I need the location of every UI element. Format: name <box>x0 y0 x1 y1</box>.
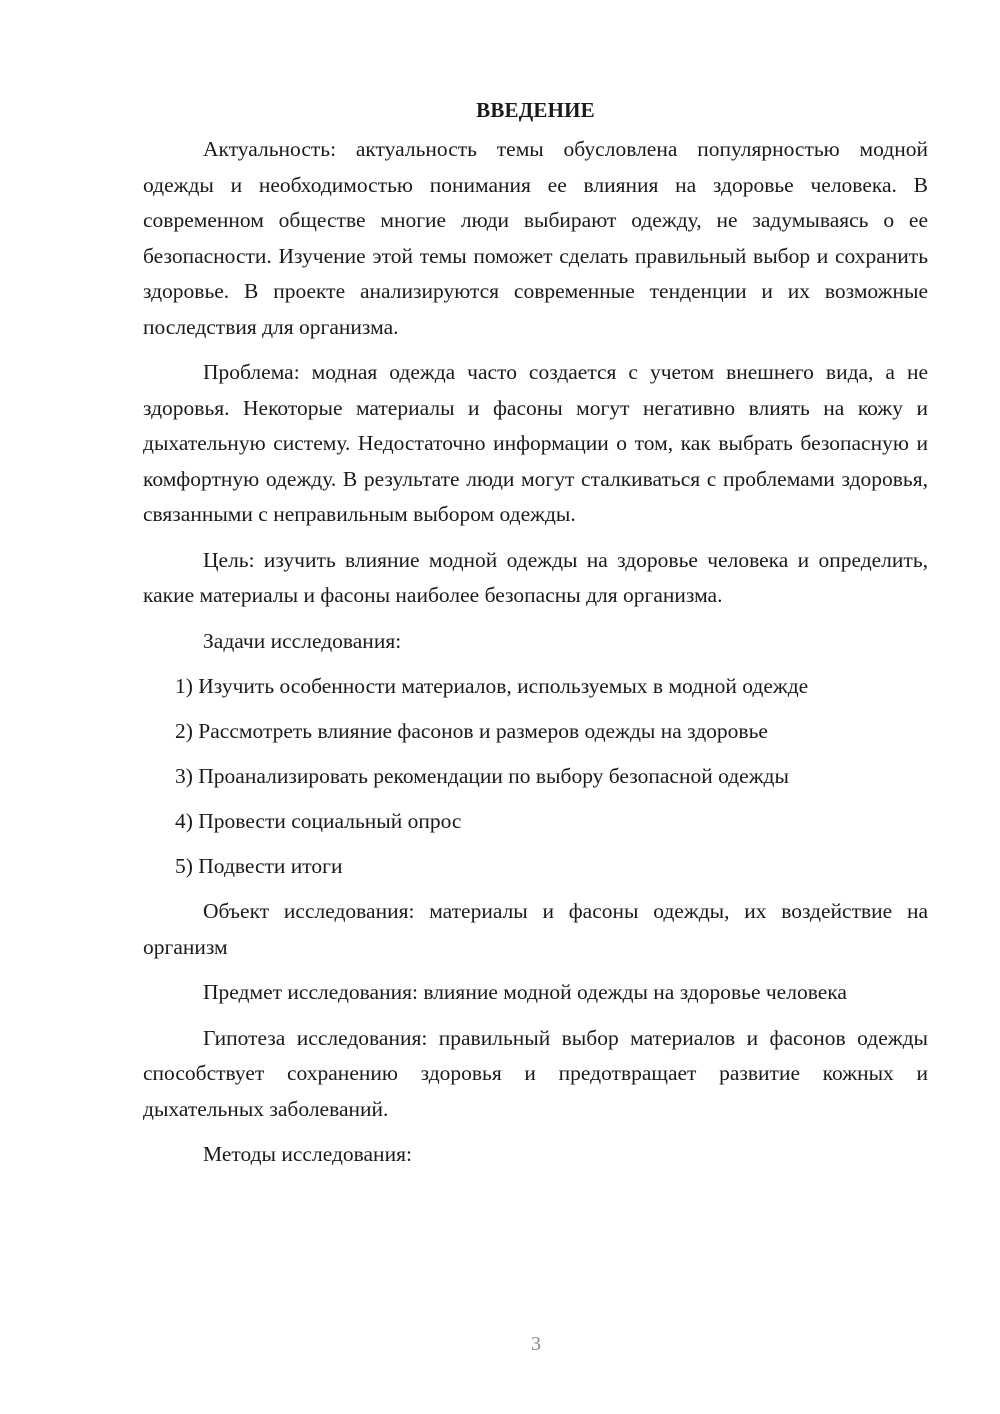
object-paragraph: Объект исследования: материалы и фасоны одежды, их воздействие на организм <box>143 899 928 959</box>
page-title: ВВЕДЕНИЕ <box>476 98 595 122</box>
page-content <box>143 96 928 1183</box>
methods-heading: Методы исследования: <box>203 1142 412 1166</box>
problem-paragraph: Проблема: модная одежда часто создается с учетом внешнего вида, а не здоровья. Некоторые материалы и фасоны могут негативно влиять на кожу и дыхательную систему. Недостаточно информации о том, как выбрать безопасную и комфортную одежду. В результате люди могут сталкиваться с проблемами здоровья, связанными с неправильным выбором одежды. <box>143 360 928 526</box>
task-item: 4) Провести социальный опрос <box>175 809 462 833</box>
task-item: 2) Рассмотреть влияние фасонов и размеров одежды на здоровье <box>175 719 768 743</box>
hypothesis-paragraph: Гипотеза исследования: правильный выбор материалов и фасонов одежды способствует сохранению здоровья и предотвращает развитие кожных и дыхательных заболеваний. <box>143 1025 928 1121</box>
task-item: 1) Изучить особенности материалов, используемых в модной одежде <box>175 674 809 698</box>
task-item: 5) Подвести итоги <box>175 854 343 878</box>
page-number: 3 <box>531 1333 541 1355</box>
task-item: 3) Проанализировать рекомендации по выбору безопасной одежды <box>175 764 789 788</box>
subject-paragraph: Предмет исследования: влияние модной одежды на здоровье человека <box>203 980 847 1004</box>
tasks-list <box>143 669 928 885</box>
goal-paragraph: Цель: изучить влияние модной одежды на здоровье человека и определить, какие материалы и фасоны наиболее безопасны для организма. <box>143 547 928 607</box>
tasks-heading: Задачи исследования: <box>203 628 402 653</box>
relevance-paragraph: Актуальность: актуальность темы обусловлена популярностью модной одежды и необходимостью понимания ее влияния на здоровье человека. В современном обществе многие люди выбирают одежду, не задумываясь о ее безопасности. Изучение этой темы поможет сделать правильный выбор и сохранить здоровье. В проекте анализируются современные тенденции и их возможные последствия для организма. <box>143 137 928 339</box>
